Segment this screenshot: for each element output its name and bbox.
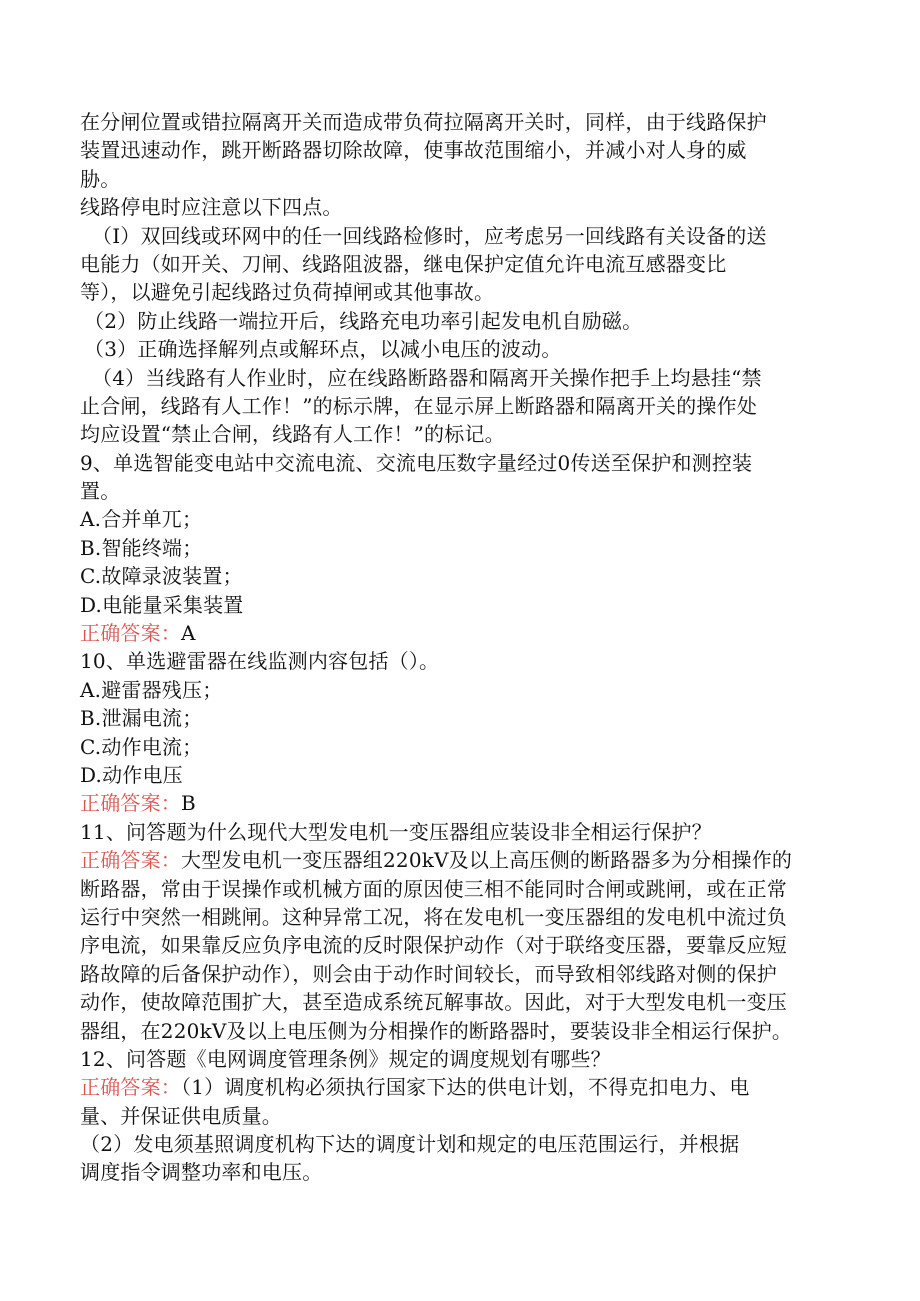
question-12-stem: 12、问答题《电网调度管理条例》规定的调度规划有哪些？ bbox=[80, 1046, 611, 1071]
answer-text: 大型发电机一变压器组220kV及以上高压侧的断路器多为分相操作的 bbox=[181, 848, 793, 873]
answer-label: 正确答案： bbox=[80, 1075, 181, 1100]
answer-line: 调度指令调整功率和电压。 bbox=[80, 1160, 323, 1185]
intro-line: 线路停电时应注意以下四点。 bbox=[80, 195, 343, 220]
answer-line: 序电流，如果靠反应负序电流的反时限保护动作（对于联络变压器，要靠反应短 bbox=[80, 933, 787, 958]
question-9-stem: 置。 bbox=[80, 479, 121, 504]
answer-value: B bbox=[181, 791, 196, 816]
answer-line: 器组，在220kV及以上电压侧为分相操作的断路器时，要装设非全相运行保护。 bbox=[80, 1018, 793, 1043]
question-9-option-d: D.电能量采集装置 bbox=[80, 592, 244, 617]
question-10-answer bbox=[80, 789, 860, 817]
question-10-option-c: C.动作电流； bbox=[80, 734, 203, 759]
question-9-option-b: B.智能终端； bbox=[80, 535, 203, 560]
question-10-option-b: B.泄漏电流； bbox=[80, 706, 203, 731]
intro-line: 装置迅速动作，跳开断路器切除故障，使事故范围缩小，并减小对人身的威 bbox=[80, 138, 747, 163]
question-9-option-a: A.合并单兀； bbox=[80, 507, 203, 532]
question-11-answer bbox=[80, 846, 860, 874]
intro-line: 在分闸位置或错拉隔离开关而造成带负荷拉隔离开关时，同样，由于线路保护 bbox=[80, 110, 767, 134]
answer-text: （1）调度机构必须执行国家下达的供电计划，不得克扣电力、电 bbox=[181, 1075, 750, 1100]
answer-label: 正确答案： bbox=[80, 791, 181, 816]
question-11-stem: 11、问答题为什么现代大型发电机一变压器组应装设非全相运行保护？ bbox=[80, 819, 712, 844]
intro-line: （4）当线路有人作业时，应在线路断路器和隔离开关操作把手上均悬挂“禁 bbox=[92, 365, 762, 390]
question-9-option-c: C.故障录波装置； bbox=[80, 564, 243, 589]
intro-line: 均应设置“禁止合闸，线路有人工作！”的标记。 bbox=[80, 422, 505, 447]
answer-line: 路故障的后备保护动作），则会由于动作时间较长，而导致相邻线路对侧的保护 bbox=[80, 961, 777, 986]
question-9-stem: 9、单选智能变电站中交流电流、交流电压数字量经过0传送至保护和测控装 bbox=[80, 450, 753, 475]
document-page bbox=[80, 108, 860, 1187]
answer-line: 运行中突然一相跳闸。这种异常工况，将在发电机一变压器组的发电机中流过负 bbox=[80, 904, 787, 929]
intro-line: 等），以避免引起线路过负荷掉闸或其他事故。 bbox=[80, 280, 495, 305]
question-12-answer bbox=[80, 1073, 860, 1101]
intro-line: 止合闸，线路有人工作！”的标示牌，在显示屏上断路器和隔离开关的操作处 bbox=[80, 393, 758, 418]
intro-line: （3）正确选择解列点或解环点，以减小电压的波动。 bbox=[84, 337, 562, 362]
intro-line: （2）防止线路一端拉开后，线路充电功率引起发电机自励磁。 bbox=[84, 308, 643, 333]
intro-line: 胁。 bbox=[80, 166, 121, 191]
answer-label: 正确答案： bbox=[80, 848, 181, 873]
answer-line: 量、并保证供电质量。 bbox=[80, 1103, 282, 1128]
answer-value: A bbox=[181, 621, 196, 646]
answer-line: （2）发电须基照调度机构下达的调度计划和规定的电压范围运行，并根据 bbox=[80, 1132, 740, 1157]
answer-label: 正确答案： bbox=[80, 621, 181, 646]
intro-line: （I）双回线或环网中的任一回线路检修时，应考虑另一回线路有关设备的送 bbox=[92, 223, 767, 248]
question-10-stem: 10、单选避雷器在线监测内容包括（）。 bbox=[80, 649, 440, 674]
question-10-option-d: D.动作电压 bbox=[80, 762, 183, 787]
answer-line: 动作，使故障范围扩大，甚至造成系统瓦解事故。因此，对于大型发电机一变压 bbox=[80, 990, 787, 1015]
question-9-answer bbox=[80, 619, 860, 647]
question-10-option-a: A.避雷器残压； bbox=[80, 677, 223, 702]
answer-line: 断路器，常由于误操作或机械方面的原因使三相不能同时合闸或跳闸，或在正常 bbox=[80, 876, 787, 901]
intro-line: 电能力（如开关、刀闸、线路阻波器，继电保护定值允许电流互感器变比 bbox=[80, 251, 727, 276]
